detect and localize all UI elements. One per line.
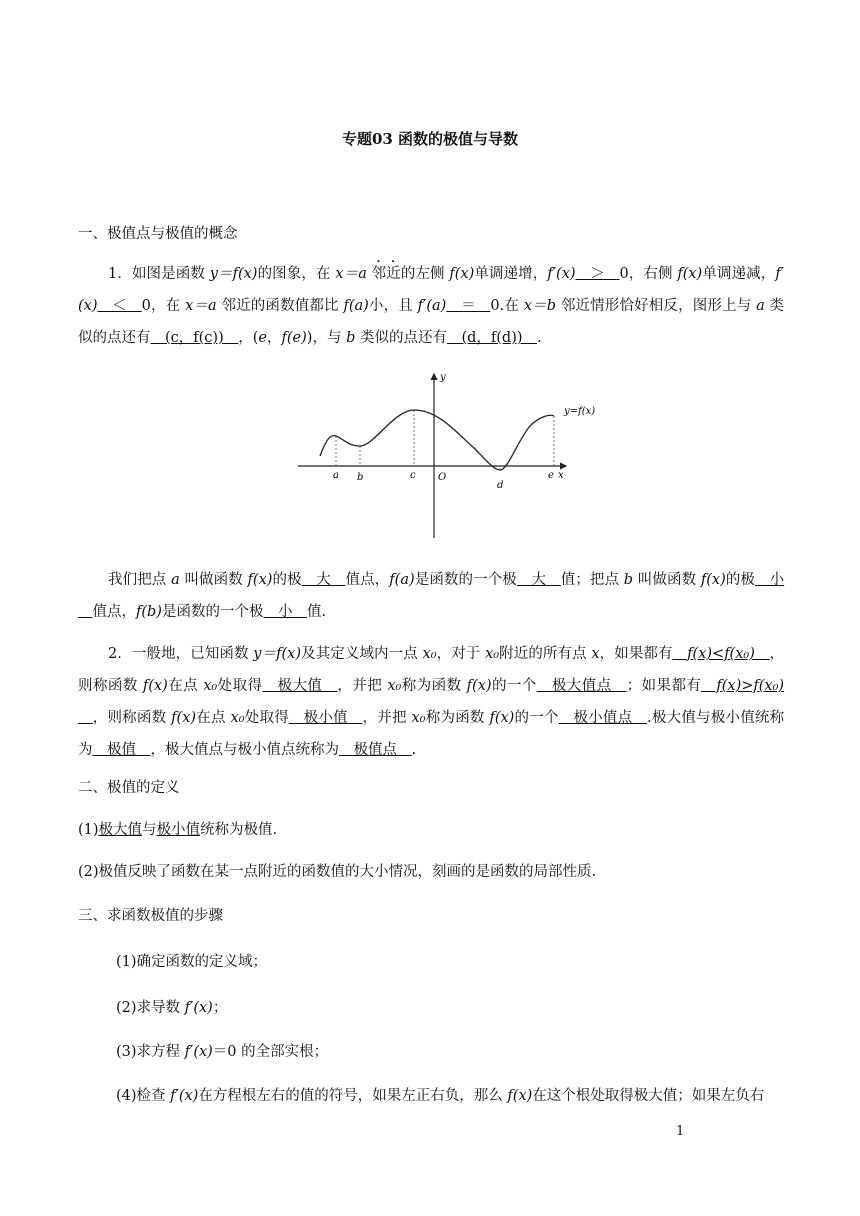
label-origin: O bbox=[438, 472, 447, 483]
page-number: 1 bbox=[676, 1124, 685, 1139]
label-y-axis: y bbox=[440, 372, 446, 383]
section-heading-1: 一、极值点与极值的概念 bbox=[78, 226, 238, 242]
function-curve bbox=[320, 410, 554, 470]
blank-answer: ＿(c，f(c))＿ bbox=[150, 330, 239, 346]
label-b: b bbox=[357, 472, 364, 483]
definition-item-1: (1)极大值与极小值统称为极值. bbox=[78, 822, 278, 838]
blank-answer: ＿极大值点＿ bbox=[536, 678, 627, 694]
label-x-axis: x bbox=[558, 470, 564, 481]
paragraph-1: 1．如图是函数 y＝f(x)的图象，在 x＝a 邻近的左侧 f(x)单调递增，f′(x)＿＞＿0，右侧 f(x)单调递减，f′(x)＿＜＿0，在 x＝a 邻近的函数值都比 f(a)小，且 f′(a)＿＝＿0.在 x＝b 邻近情形恰好相反，图形上与 a 类似的点还有＿(c，f(c))＿，(e，f(e))，与 b 类似的点还有＿(d，f(d))＿. bbox=[78, 266, 785, 346]
blank-answer: ＿小＿ bbox=[263, 604, 307, 620]
page-title: 专题03 函数的极值与导数 bbox=[341, 130, 519, 148]
step-4: (4)检查 f′(x)在方程根左右的值的符号，如果左正右负，那么 f(x)在这个根处取得极大值；如果左负右 bbox=[116, 1088, 765, 1104]
blank-answer: ＿极小值点＿ bbox=[558, 710, 648, 726]
blank-answer: ＿＞＿ bbox=[575, 266, 620, 282]
blank-answer: ＿大＿ bbox=[301, 572, 346, 588]
label-e: e bbox=[548, 470, 554, 481]
definition-item-2: (2)极值反映了函数在某一点附近的函数值的大小情况，刻画的是函数的局部性质. bbox=[78, 864, 597, 880]
step-2: (2)求导数 f′(x)； bbox=[116, 1000, 228, 1016]
step-1: (1)确定函数的定义域； bbox=[116, 954, 268, 970]
function-graph bbox=[290, 366, 596, 542]
curve-label: y=f(x) bbox=[564, 406, 596, 417]
blank-answer: ＿大＿ bbox=[516, 572, 561, 588]
blank-answer: ＿极小值＿ bbox=[288, 710, 363, 726]
blank-answer: ＿＝＿ bbox=[446, 298, 491, 314]
blank-answer: ＿极大值＿ bbox=[262, 678, 338, 694]
blank-answer: ＿小＿ bbox=[78, 572, 785, 620]
step-3: (3)求方程 f′(x)＝0 的全部实根； bbox=[116, 1044, 329, 1060]
label-c: c bbox=[410, 470, 416, 481]
blank-answer: ＿f(x)>f(x₀)＿ bbox=[78, 678, 785, 726]
paragraph-3: 2．一般地，已知函数 y＝f(x)及其定义域内一点 x₀，对于 x₀附近的所有点 x，如果都有＿f(x)<f(x₀)＿，则称函数 f(x)在点 x₀处取得＿极大值＿，并把 x₀称为函数 f(x)的一个＿极大值点＿；如果都有＿f(x)>f(x₀)＿，则称函数 f(x)在点 x₀处取得＿极小值＿，并把 x₀称为函数 f(x)的一个＿极小值点＿.极大值与极小值统称为＿极值＿，极大值点与极小值点统称为＿极值点＿. bbox=[78, 646, 785, 758]
blank-answer: ＿＜＿ bbox=[97, 298, 142, 314]
blank-answer: ＿极值＿ bbox=[92, 742, 151, 758]
blank-answer: ＿极值点＿ bbox=[339, 742, 412, 758]
label-a: a bbox=[333, 470, 339, 481]
section-heading-2: 二、极值的定义 bbox=[78, 780, 180, 796]
blank-answer: ＿(d，f(d))＿ bbox=[446, 330, 538, 346]
paragraph-2: 我们把点 a 叫做函数 f(x)的极＿大＿值点，f(a)是函数的一个极＿大＿值；把点 b 叫做函数 f(x)的极＿小＿值点，f(b)是函数的一个极＿小＿值. bbox=[78, 572, 785, 620]
section-heading-3: 三、求函数极值的步骤 bbox=[78, 908, 223, 924]
blank-answer: ＿f(x)<f(x₀)＿ bbox=[672, 646, 770, 662]
label-d: d bbox=[497, 480, 504, 491]
